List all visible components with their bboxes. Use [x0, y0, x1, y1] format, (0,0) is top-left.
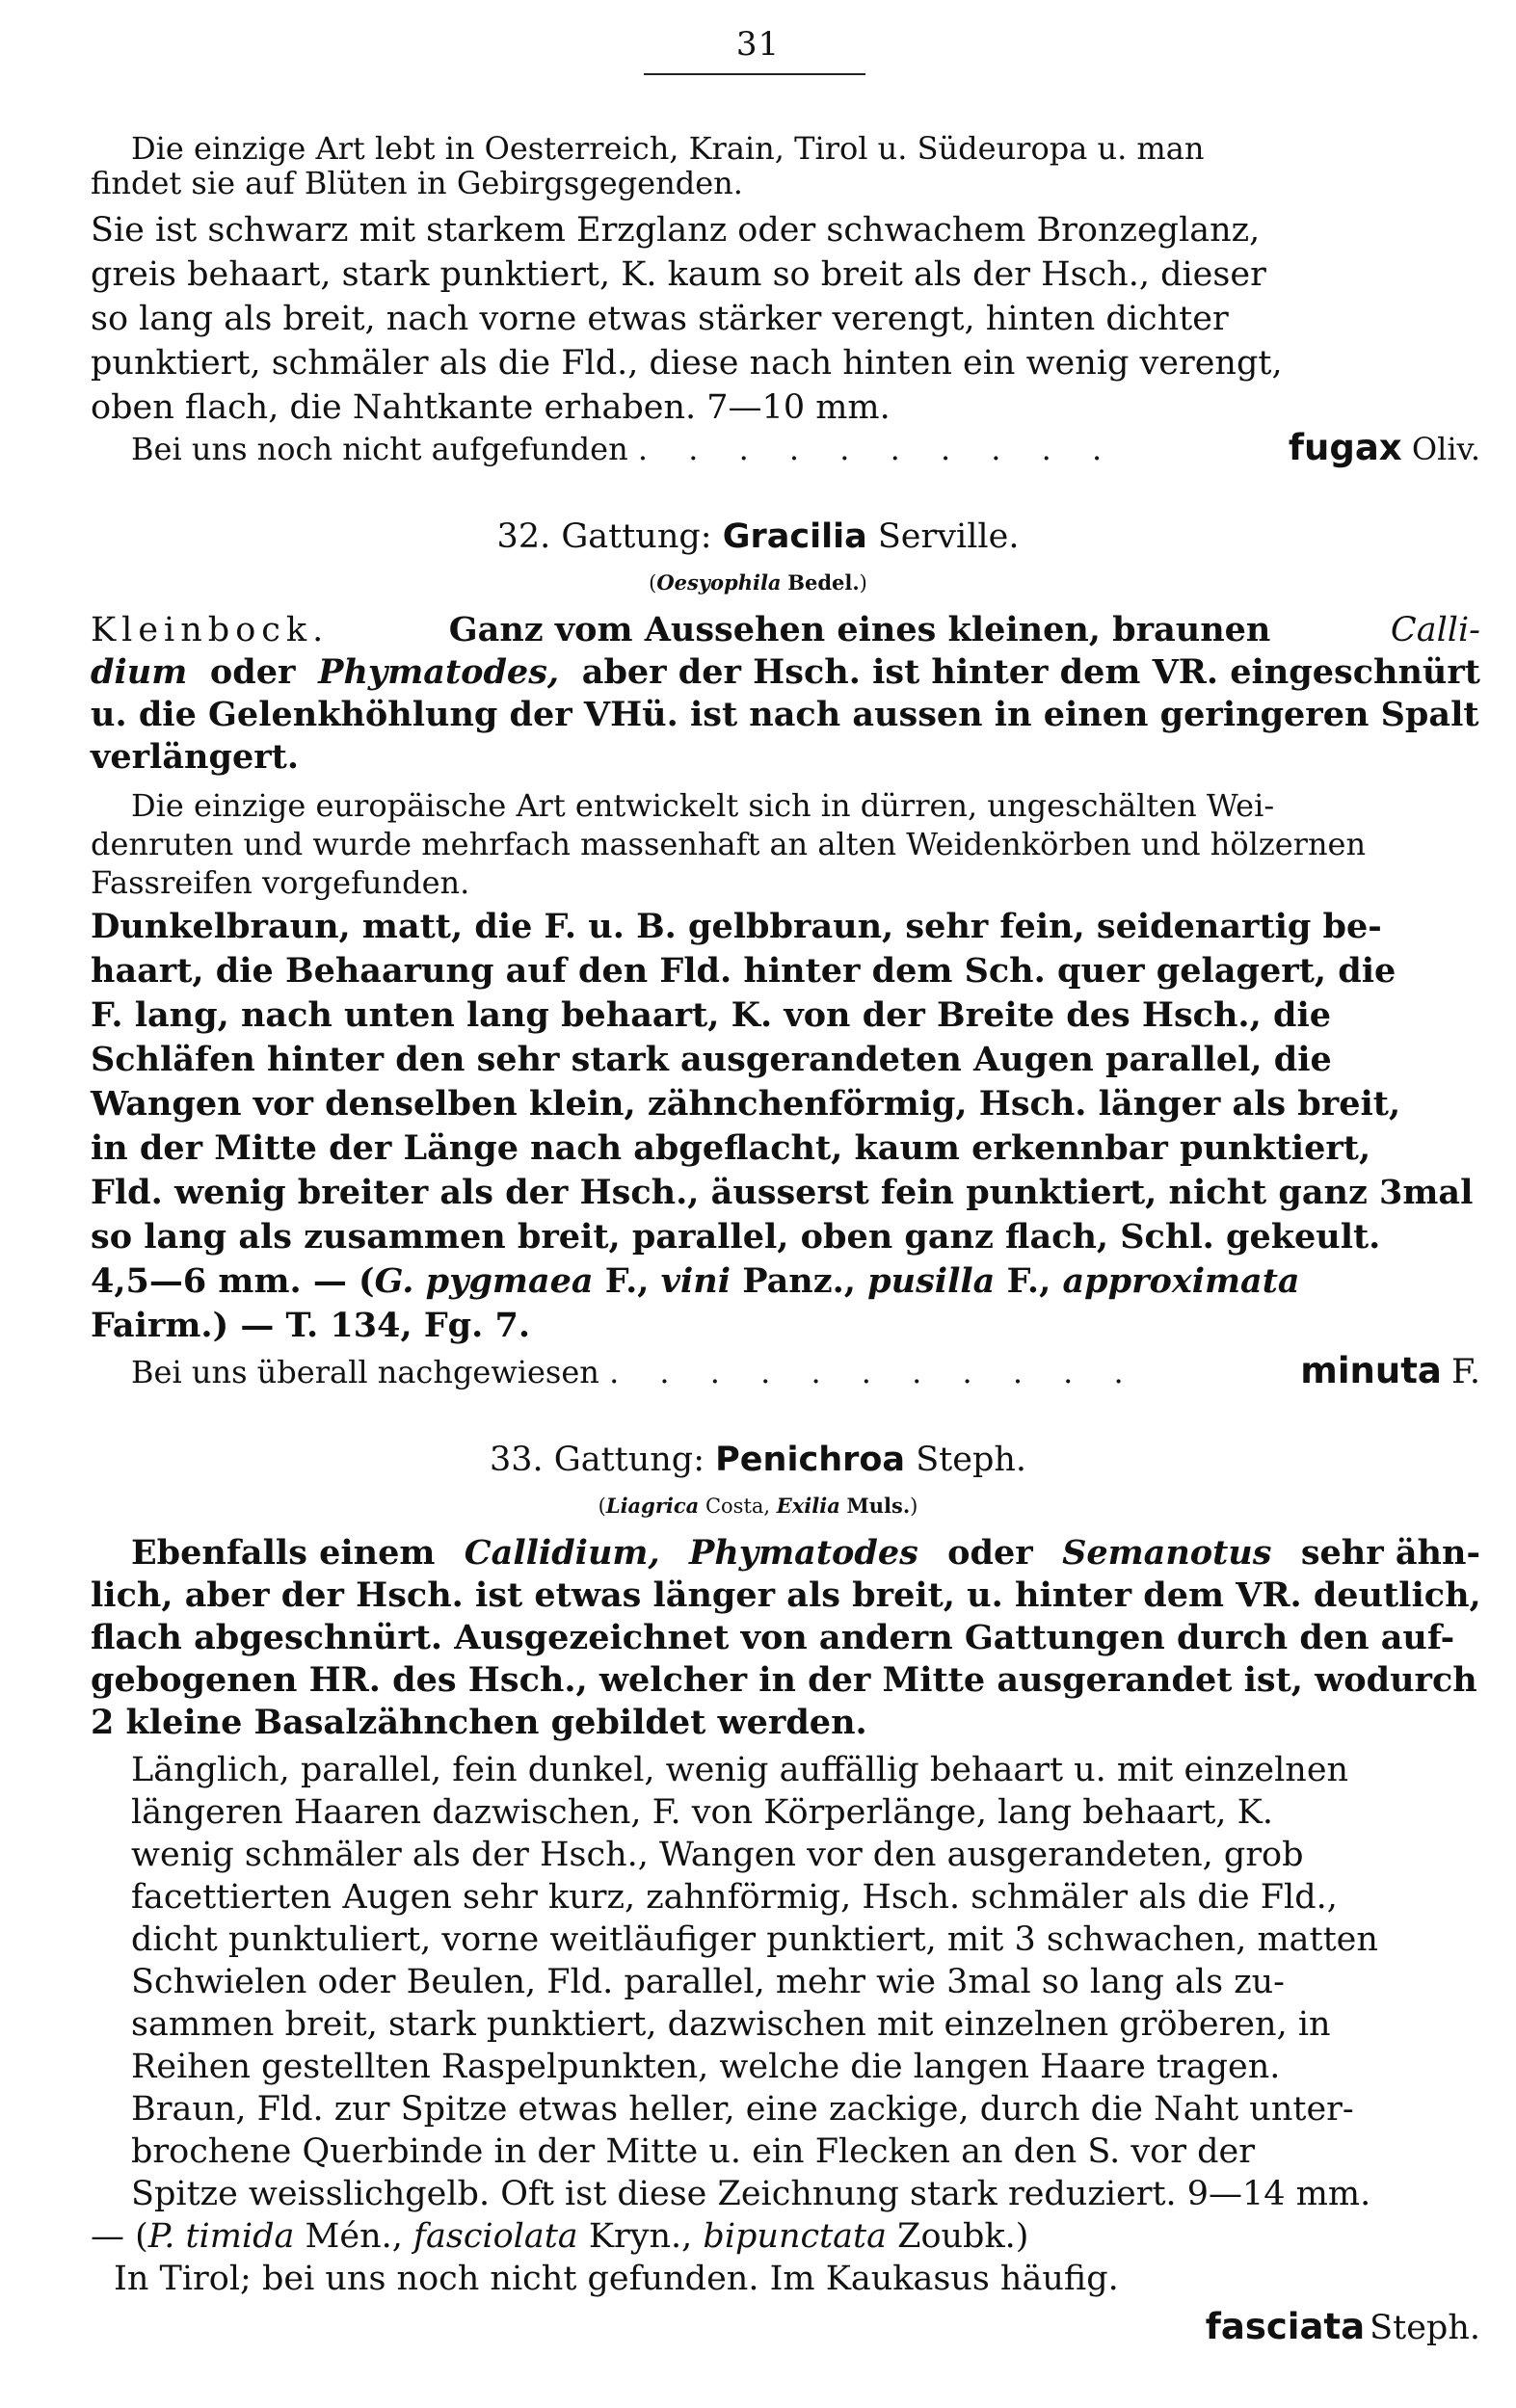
desc-line-2: haart, die Behaarung auf den Fld. hinter dem Sch. quer gelagert, die: [91, 951, 1396, 991]
penichroa-line-5: 2 kleine Basalzähnchen gebildet werden.: [91, 1703, 867, 1742]
synonym-author: Bedel.: [787, 570, 860, 595]
intro-line-3: Sie ist schwarz mit starkem Erzglanz oder schwachem Bronzeglanz,: [91, 211, 1261, 250]
species-author: Steph.: [1370, 2309, 1480, 2347]
genus-heading-32: [0, 517, 1516, 556]
penichroa-line-4: gebogenen HR. des Hsch., welcher in der Mitte ausgerandet ist, wodurch: [91, 1660, 1477, 1700]
biology-line-3: Fassreifen vorgefunden.: [91, 864, 470, 901]
desc-line-10: Fairm.) — T. 134, Fg. 7.: [91, 1306, 531, 1345]
desc-line-7: Fld. wenig breiter als der Hsch., äusserst fein punktiert, nicht ganz 3mal: [91, 1173, 1474, 1212]
genus-name: Penichroa: [715, 1441, 906, 1479]
biology-line-1: Die einzige europäische Art entwickelt sich in dürren, ungeschälten Wei-: [131, 787, 1275, 824]
locality-text: Bei uns überall nachgewiesen: [131, 1354, 599, 1390]
species-name: fugax: [1288, 427, 1402, 468]
desc-line-6: in der Mitte der Länge nach abgeflacht, kaum erkennbar punktiert,: [91, 1128, 1371, 1168]
penichroa-desc-12: — (P. timida Mén., fasciolata Kryn., bipunctata Zoubk.): [91, 2217, 1029, 2256]
genus-synonym-32: (Oesyophila Bedel.): [649, 570, 867, 595]
penichroa-line-2: lich, aber der Hsch. ist etwas länger als breit, u. hinter dem VR. deutlich,: [91, 1575, 1481, 1615]
genus-name: Gracilia: [722, 517, 867, 556]
penichroa-line-3: flach abgeschnürt. Ausgezeichnet von andern Gattungen durch den auf-: [91, 1618, 1455, 1657]
intro-line-5: so lang als breit, nach vorne etwas stärker verengt, hinten dichter: [91, 300, 1229, 338]
intro-line-8: [131, 427, 1480, 468]
intro-line-6: punktiert, schmäler als die Fld., diese nach hinten ein wenig verengt,: [91, 344, 1283, 383]
penichroa-desc-10: brochene Querbinde in der Mitte u. ein Flecken an den S. vor der: [131, 2132, 1255, 2171]
penichroa-desc-5: dicht punktuliert, vorne weitläufiger punktiert, mit 3 schwachen, matten: [131, 1920, 1378, 1959]
genus-heading-33: [0, 1443, 1516, 1477]
desc-line-3: F. lang, nach unten lang behaart, K. von der Breite des Hsch., die: [91, 995, 1332, 1035]
genus-synonym-33: (Liagrica Costa, Exilia Muls.): [598, 1494, 918, 1518]
penichroa-desc-11: Spitze weisslichgelb. Oft ist diese Zeichnung stark reduziert. 9—14 mm.: [131, 2175, 1371, 2213]
leader-dots: . . . . . . . . . .: [637, 431, 1118, 467]
desc-line-4: Schläfen hinter den sehr stark ausgerandeten Augen parallel, die: [91, 1040, 1332, 1079]
penichroa-desc-6: Schwielen oder Beulen, Fld. parallel, mehr wie 3mal so lang als zu-: [131, 1963, 1286, 2001]
gracilia-line-1: [91, 610, 1480, 649]
gracilia-text: Ganz vom Aussehen eines kleinen, braunen: [448, 610, 1271, 649]
desc-line-1: Dunkelbraun, matt, die F. u. B. gelbbraun, sehr fein, seidenartig be-: [91, 907, 1382, 946]
penichroa-line-1: Ebenfalls einem Callidium, Phymatodes oder Semanotus sehr ähn-: [131, 1533, 1480, 1573]
penichroa-species: [1147, 2306, 1480, 2347]
gracilia-text-end: Calli-: [1390, 611, 1480, 649]
desc-line-11: [131, 1350, 1480, 1391]
desc-line-8: so lang als zusammen breit, parallel, oben ganz flach, Schl. gekeult.: [91, 1217, 1381, 1257]
gracilia-line-2: dium oder Phymatodes, aber der Hsch. ist hinter dem VR. eingeschnürt: [91, 652, 1480, 692]
species-name: minuta: [1300, 1350, 1442, 1391]
intro-line-7: oben flach, die Nahtkante erhaben. 7—10 mm.: [91, 388, 891, 427]
leader-dots: . . . . . . . . . . .: [609, 1354, 1139, 1390]
gracilia-line-4: verlängert.: [91, 737, 299, 777]
common-name: Kleinbock.: [91, 611, 330, 649]
penichroa-locality: In Tirol; bei uns noch nicht gefunden. Im Kaukasus häufig.: [114, 2260, 1119, 2298]
heading-prefix: 33. Gattung:: [489, 1441, 705, 1479]
intro-line-2: findet sie auf Blüten in Gebirgsgegenden.: [91, 165, 743, 201]
penichroa-desc-7: sammen breit, stark punktiert, dazwischen mit einzelnen gröberen, in: [131, 2005, 1331, 2044]
species-author: Oliv.: [1411, 431, 1480, 467]
biology-line-2: denruten und wurde mehrfach massenhaft an alten Weidenkörben und hölzernen: [91, 826, 1367, 862]
heading-prefix: 32. Gattung:: [496, 517, 712, 556]
penichroa-desc-9: Braun, Fld. zur Spitze etwas heller, eine zackige, durch die Naht unter-: [131, 2090, 1354, 2129]
page-number: 31: [735, 25, 781, 64]
penichroa-desc-1: Länglich, parallel, fein dunkel, wenig auffällig behaart u. mit einzelnen: [131, 1751, 1349, 1789]
species-name: fasciata: [1205, 2306, 1366, 2347]
intro-line-1: [131, 130, 1480, 167]
desc-line-5: Wangen vor denselben klein, zähnchenförmig, Hsch. länger als breit,: [91, 1084, 1401, 1124]
gracilia-line-3: u. die Gelenkhöhlung der VHü. ist nach aussen in einen geringeren Spalt: [91, 695, 1479, 734]
desc-line-9: 4,5—6 mm. — (G. pygmaea F., vini Panz., pusilla F., approximata: [91, 1261, 1300, 1301]
intro-line-4: greis behaart, stark punktiert, K. kaum so breit als der Hsch., dieser: [91, 255, 1266, 294]
penichroa-desc-8: Reihen gestellten Raspelpunkten, welche die langen Haare tragen.: [131, 2048, 1281, 2086]
genus-author: Serville.: [877, 517, 1020, 556]
penichroa-desc-3: wenig schmäler als der Hsch., Wangen vor den ausgerandeten, grob: [131, 1836, 1304, 1874]
locality-text: Bei uns noch nicht aufgefunden: [131, 431, 628, 467]
species-author: F.: [1451, 1353, 1480, 1391]
penichroa-desc-4: facettierten Augen sehr kurz, zahnförmig, Hsch. schmäler als die Fld.,: [131, 1878, 1338, 1917]
penichroa-desc-2: längeren Haaren dazwischen, F. von Körperlänge, lang behaart, K.: [131, 1793, 1273, 1832]
synonym-genus: Oesyophila: [656, 570, 782, 595]
header-rule: [644, 73, 865, 75]
intro-text: Die einzige Art lebt in Oesterreich, Krain, Tirol u. Südeuropa u. man: [131, 130, 1205, 167]
genus-author: Steph.: [916, 1441, 1027, 1479]
